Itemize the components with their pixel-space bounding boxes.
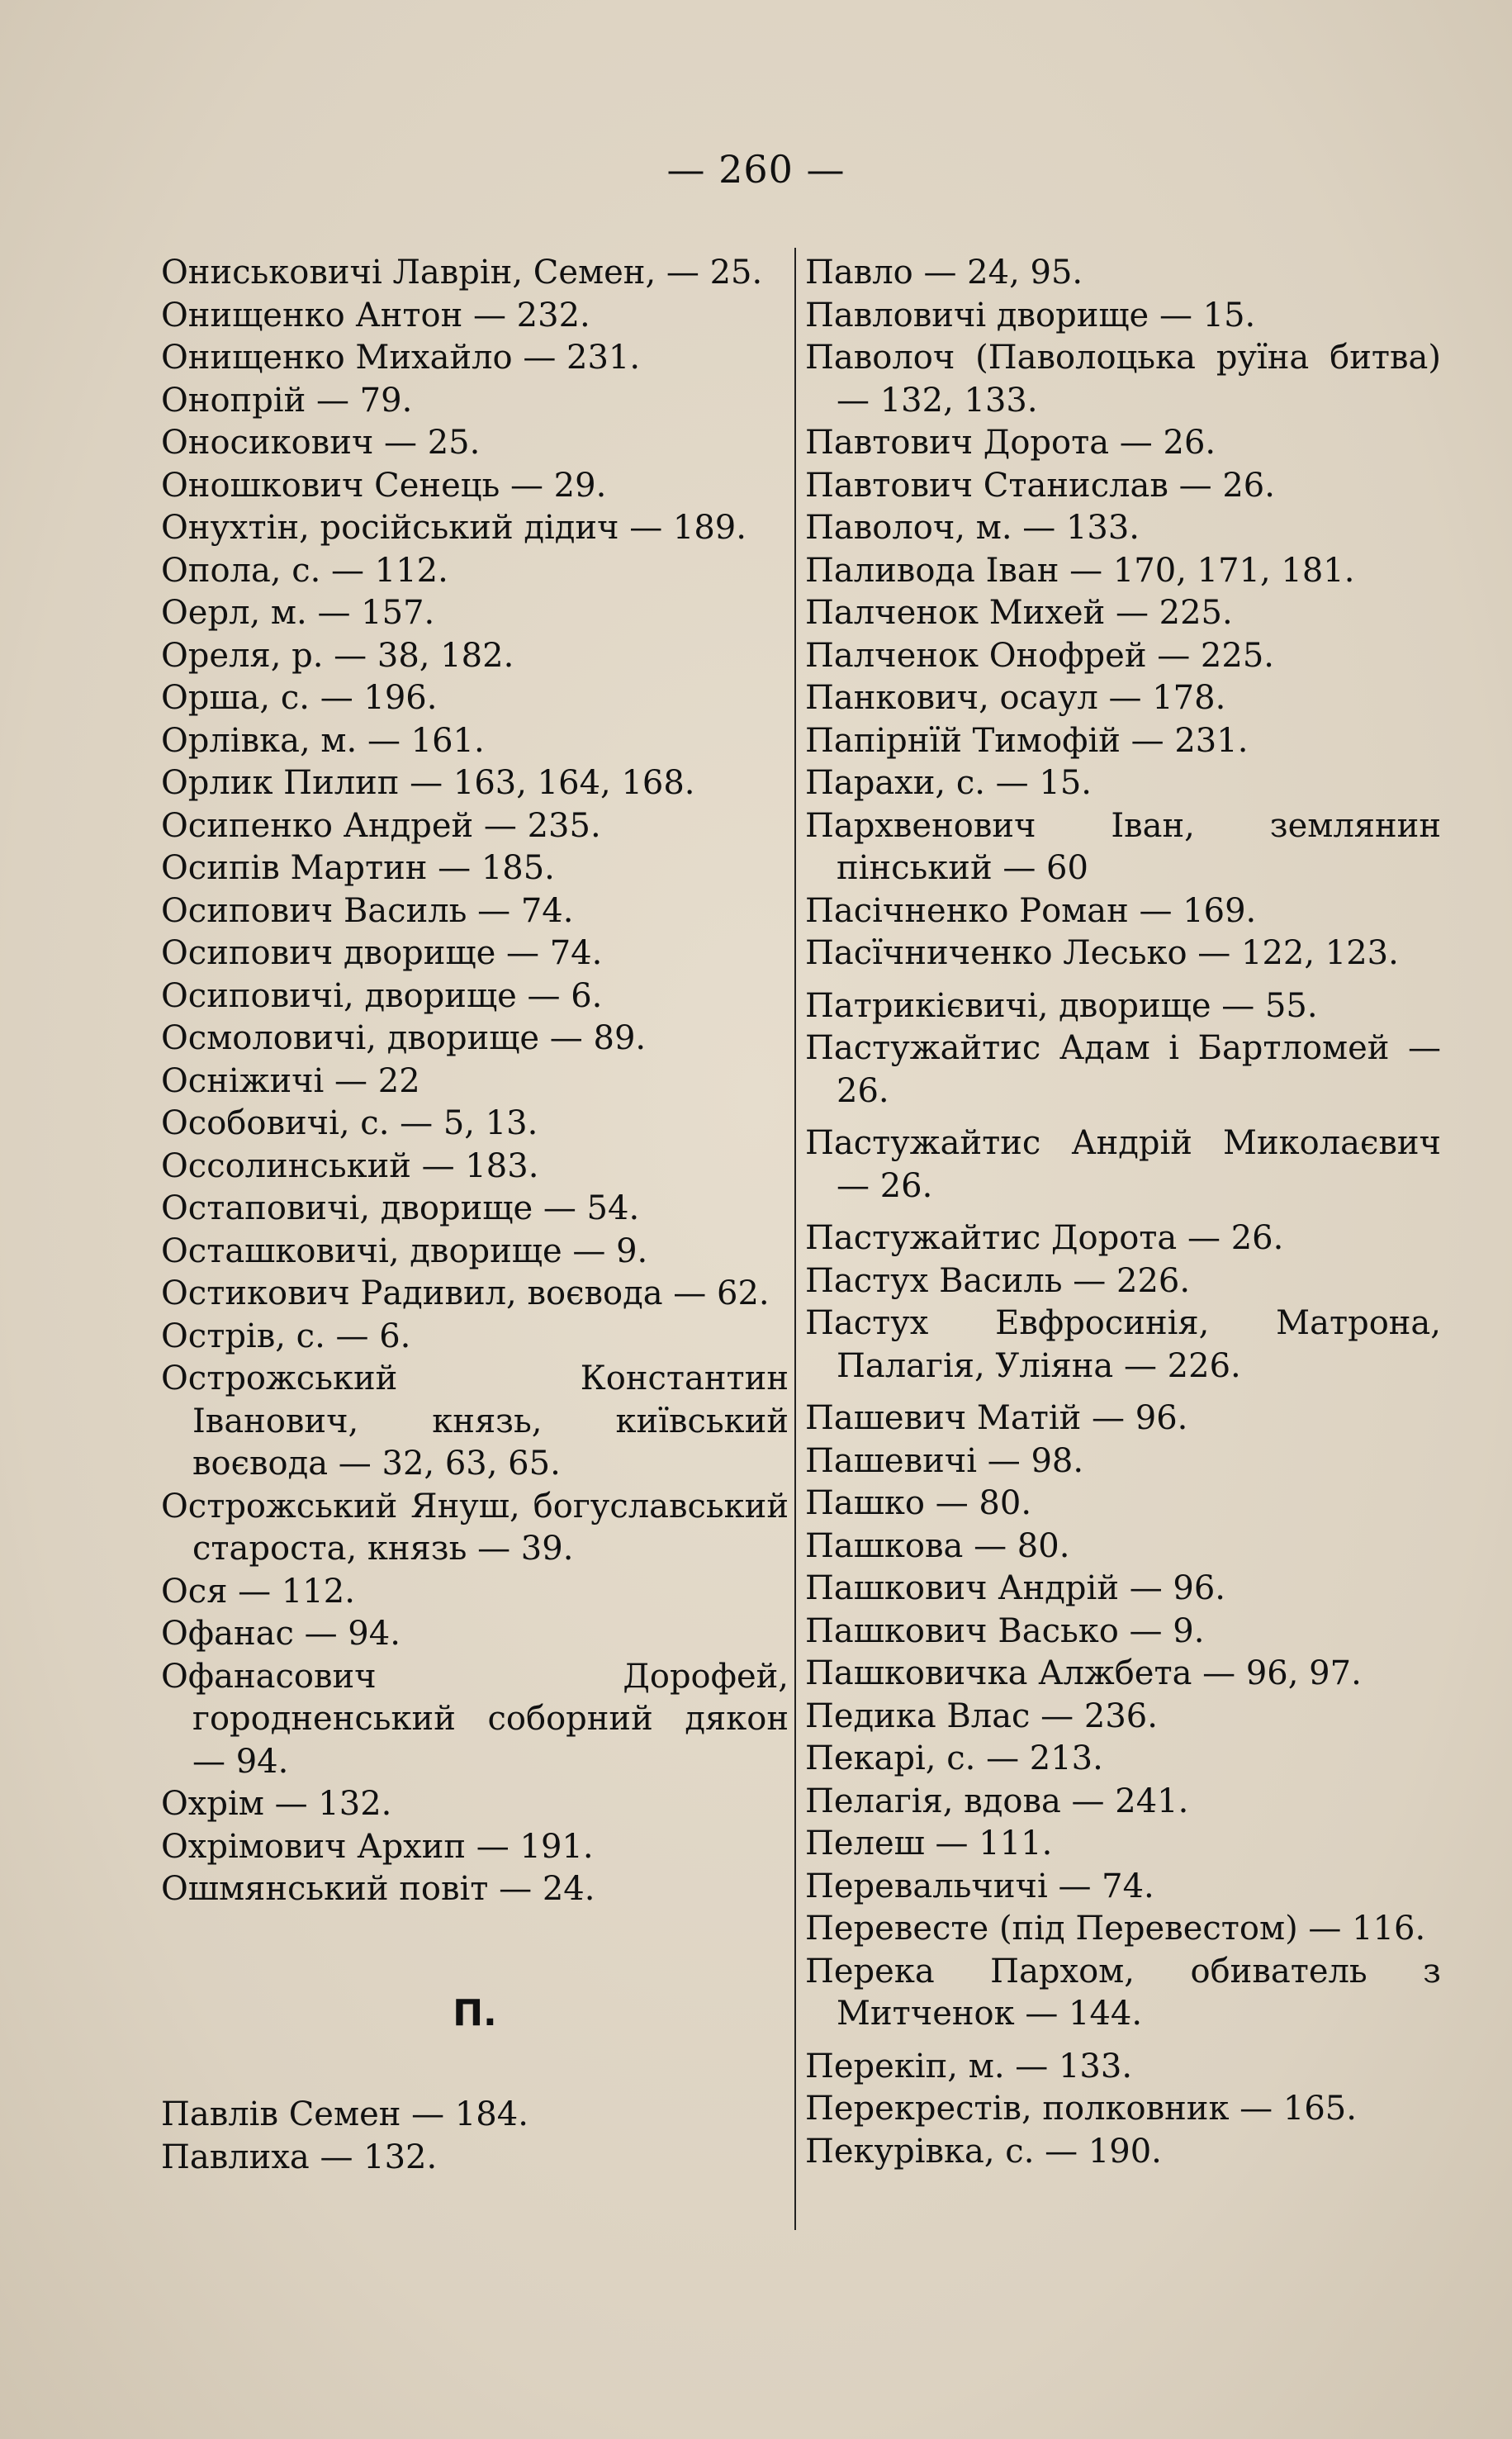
index-entry: Онищенко Михайло — 231. [161, 339, 641, 377]
index-entry: Осніжичі — 22 [161, 1061, 420, 1100]
index-entry: Осипович дворище — 74. [161, 934, 603, 972]
index-entry: Орлівка, м. — 161. [161, 721, 485, 760]
index-entry: Паволоч, м. — 133. [805, 509, 1140, 547]
column-divider [794, 248, 796, 2230]
index-entry: Оношкович Сенець — 29. [161, 466, 607, 505]
index-entry: Оерл, м. — 157. [161, 594, 435, 632]
index-entry: Пашко — 80. [805, 1484, 1032, 1522]
index-entry: Осмоловичі, дворище — 89. [161, 1019, 647, 1057]
index-entry: Острожський Януш, богуславський староста, князь — 39. [161, 1487, 789, 1568]
index-entry: Патрикієвичі, дворище — 55. [805, 986, 1318, 1025]
index-entry: Офанас — 94. [161, 1615, 401, 1653]
index-entry: Осипів Мартин — 185. [161, 849, 555, 887]
index-entry: Парахи, с. — 15. [805, 764, 1092, 802]
index-entry: Осипенко Андрей — 235. [161, 806, 601, 845]
index-entry: Пасічненко Роман — 169. [805, 891, 1257, 930]
index-entry: Осиповичі, дворище — 6. [161, 976, 603, 1015]
index-entry: Орлик Пилип — 163, 164, 168. [161, 764, 695, 802]
index-entry: Пекарі, с. — 213. [805, 1739, 1103, 1777]
index-entry: Орша, с. — 196. [161, 679, 438, 717]
index-entry: Особовичі, с. — 5, 13. [161, 1104, 538, 1142]
index-entry: Панкович, осаул — 178. [805, 679, 1226, 717]
index-entry: Палченок Онофрей — 225. [805, 636, 1274, 675]
index-entry: Онухтін, російський дідич — 189. [161, 509, 747, 547]
index-entry: Пелеш — 111. [805, 1825, 1053, 1862]
index-entry: Ореля, р. — 38, 182. [161, 636, 514, 675]
index-entry: Пашковичка Алжбета — 96, 97. [805, 1654, 1362, 1692]
index-entry: Онищенко Антон — 232. [161, 296, 590, 335]
index-entry: Опола, с. — 112. [161, 551, 448, 590]
index-entry: Павтович Станислав — 26. [805, 466, 1275, 505]
index-entry: Осташковичі, дворище — 9. [161, 1231, 648, 1270]
index-entry: Офанасович Дорофей, городненський соборний дякон — 94. [161, 1657, 789, 1781]
index-entry: Пекурівка, с. — 190. [805, 2132, 1162, 2171]
index-entry: Папірнїй Тимофій — 231. [805, 721, 1249, 760]
index-entry: Пастужайтис Дорота — 26. [805, 1219, 1284, 1257]
index-entry: Павтович Дорота — 26. [805, 424, 1216, 462]
index-entry: Перекрестів, полковник — 165. [805, 2090, 1357, 2128]
index-entry: Пастужайтис Андрій Миколаєвич — 26. [805, 1124, 1441, 1205]
index-entry: Павлів Семен — 184. [161, 2095, 528, 2133]
index-entry: Пастух Василь — 226. [805, 1261, 1191, 1300]
index-entry: Пашкова — 80. [805, 1526, 1070, 1565]
index-entry: Остаповичі, дворище — 54. [161, 1189, 640, 1227]
index-entry: Паволоч (Паволоцька руїна битва) — 132, 133. [805, 339, 1441, 420]
index-entry: Пелагія, вдова — 241. [805, 1782, 1189, 1820]
index-entry: Ониськовичі Лаврін, Семен, — 25. [161, 254, 763, 292]
index-entry: Пашевичі — 98. [805, 1441, 1084, 1480]
index-entry: Пашевич Матій — 96. [805, 1399, 1188, 1437]
index-entry: Ошмянський повіт — 24. [161, 1870, 595, 1908]
index-entry: Пархвенович Іван, землянин пінський — 60 [805, 806, 1441, 887]
index-entry: Пастух Евфросинія, Матрона, Палагія, Уліяна — 226. [805, 1304, 1441, 1385]
index-entry: Острів, с. — 6. [161, 1317, 411, 1355]
index-entry: Ося — 112. [161, 1572, 355, 1611]
page-number: — 260 — [666, 147, 846, 192]
left-column [161, 252, 789, 2179]
index-entry: Оносикович — 25. [161, 424, 481, 462]
index-entry: Осипович Василь — 74. [161, 891, 574, 930]
index-entry: Перевальчичі — 74. [805, 1867, 1154, 1905]
index-entry: Оссолинський — 183. [161, 1146, 539, 1185]
index-entry: Пастужайтис Адам і Бартломей — 26. [805, 1029, 1441, 1110]
index-entry: Острожський Константин Іванович, князь, київський воєвода — 32, 63, 65. [161, 1359, 789, 1483]
index-entry: Пашкович Васько — 9. [805, 1611, 1205, 1650]
index-entry: Перека Пархом, обиватель з Митченок — 144. [805, 1952, 1441, 2033]
index-entry: Перевесте (під Перевестом) — 116. [805, 1910, 1426, 1948]
section-letter: П. [453, 1991, 497, 2034]
index-entry: Онопрій — 79. [161, 381, 413, 420]
index-entry: Остикович Радивил, воєвода — 62. [161, 1274, 770, 1312]
index-entry: Перекіп, м. — 133. [805, 2047, 1133, 2085]
index-entry: Палченок Михей — 225. [805, 594, 1233, 632]
index-entry: Охрімович Архип — 191. [161, 1827, 594, 1866]
index-entry: Павловичі дворище — 15. [805, 296, 1256, 335]
right-column [805, 252, 1441, 2173]
index-entry: Пашкович Андрій — 96. [805, 1569, 1226, 1607]
index-entry: Охрім — 132. [161, 1785, 392, 1823]
index-entry: Педика Влас — 236. [805, 1696, 1158, 1735]
index-entry: Павло — 24, 95. [805, 254, 1083, 292]
index-entry: Павлиха — 132. [161, 2138, 438, 2176]
index-entry: Паливода Іван — 170, 171, 181. [805, 551, 1355, 590]
index-entry: Пасїчниченко Лесько — 122, 123. [805, 934, 1399, 972]
